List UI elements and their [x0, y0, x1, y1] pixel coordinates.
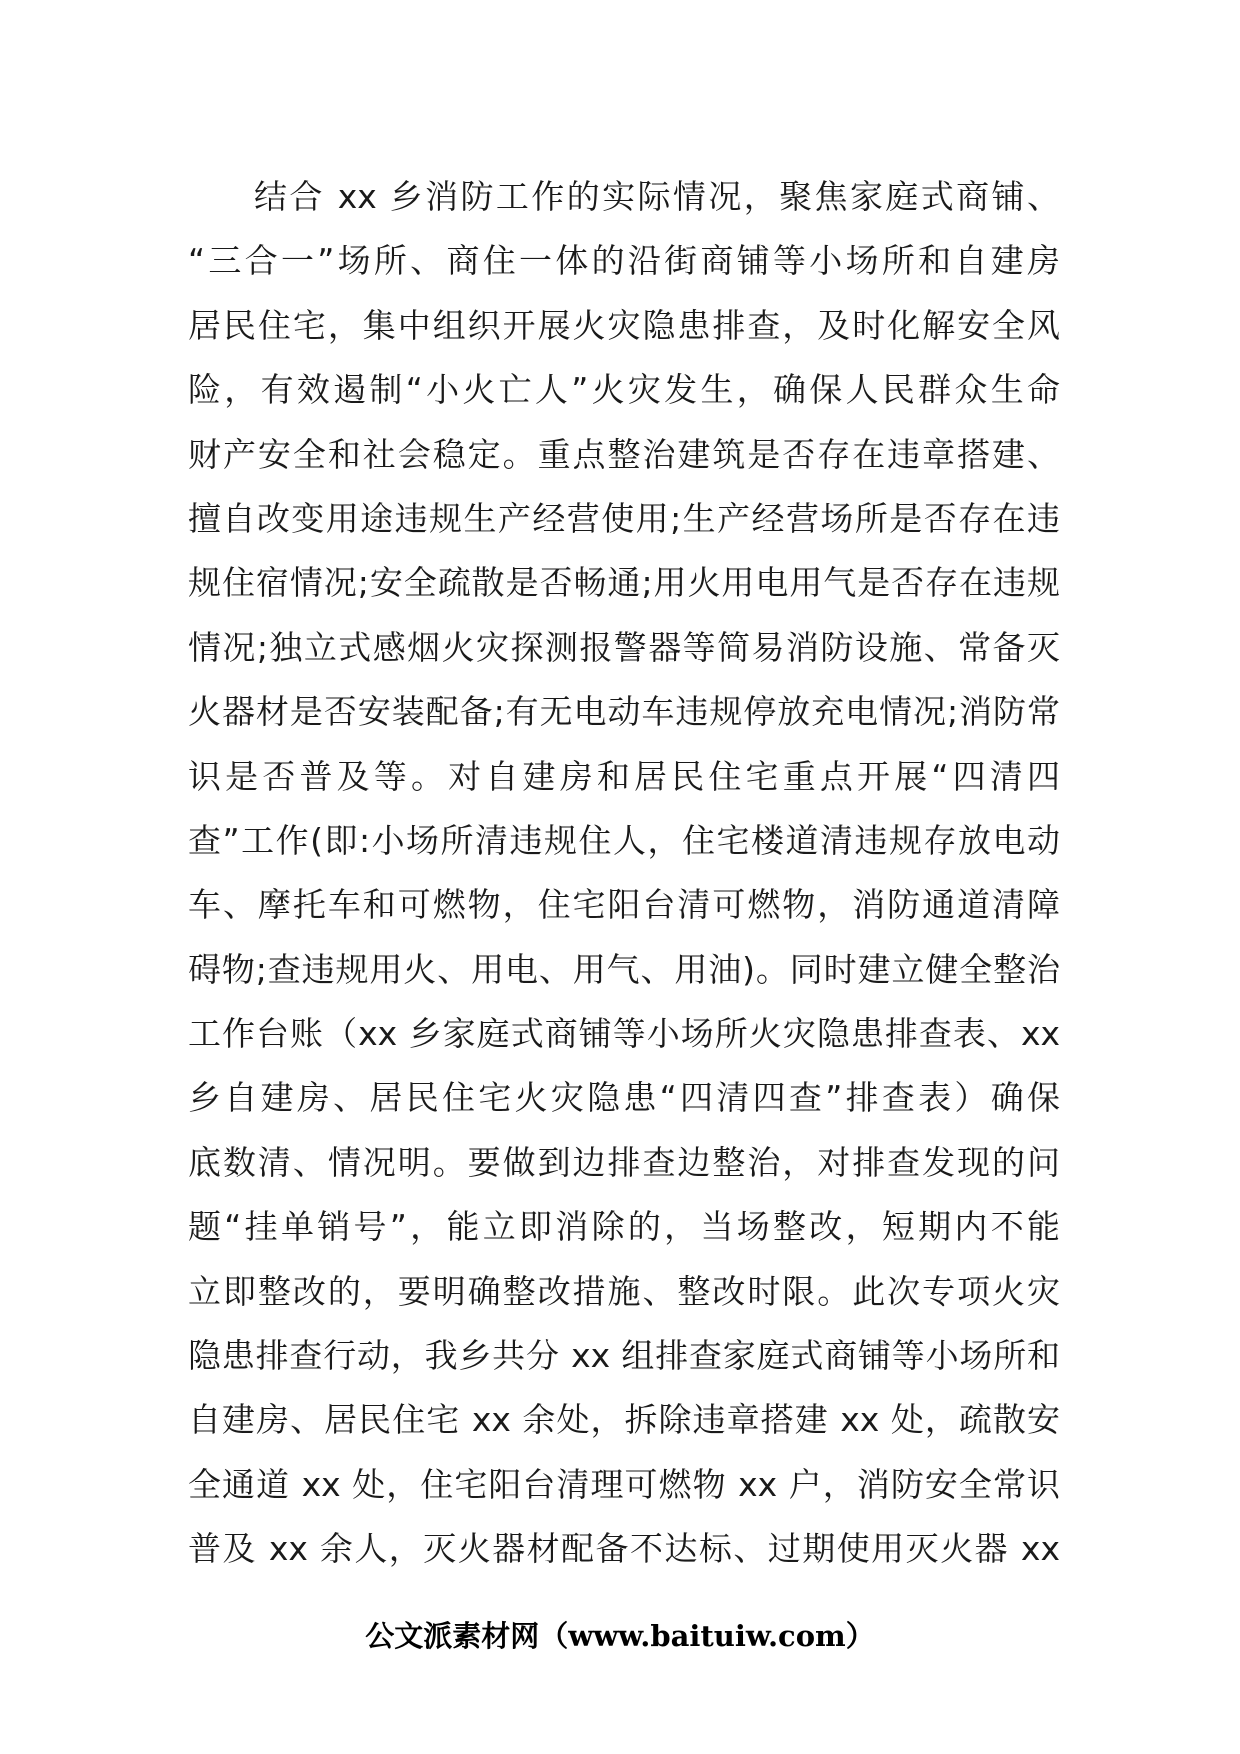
- paragraph-line: 碍物;查违规用火、用电、用气、用油)。同时建立健全整治: [188, 949, 1060, 989]
- paragraph-line: 结合 xx 乡消防工作的实际情况，聚焦家庭式商铺、: [254, 177, 1060, 216]
- paragraph-line: 自建房、居民住宅 xx 余处，拆除违章搭建 xx 处，疏散安: [188, 1400, 1060, 1440]
- paragraph-line: 规住宿情况;安全疏散是否畅通;用火用电用气是否存在违规: [188, 563, 1060, 603]
- paragraph-line: 财产安全和社会稳定。重点整治建筑是否存在违章搭建、: [188, 434, 1060, 474]
- paragraph-line: 险，有效遏制“小火亡人”火灾发生，确保人民群众生命: [188, 370, 1060, 410]
- paragraph-line: 全通道 xx 处，住宅阳台清理可燃物 xx 户，消防安全常识: [188, 1464, 1060, 1504]
- paragraph-line: 隐患排查行动，我乡共分 xx 组排查家庭式商铺等小场所和: [188, 1336, 1060, 1376]
- paragraph-line: 擅自改变用途违规生产经营使用;生产经营场所是否存在违: [188, 498, 1060, 538]
- footer-watermark: 公文派素材网（www.baituiw.com）: [365, 1619, 875, 1653]
- paragraph-line: 查”工作(即:小场所清违规住人，住宅楼道清违规存放电动: [188, 820, 1060, 860]
- paragraph-line: 车、摩托车和可燃物，住宅阳台清可燃物，消防通道清障: [188, 885, 1060, 925]
- body-paragraph: [188, 165, 1060, 1582]
- paragraph-line: 立即整改的，要明确整改措施、整改时限。此次专项火灾: [188, 1271, 1060, 1311]
- paragraph-line: “三合一”场所、商住一体的沿街商铺等小场所和自建房: [188, 241, 1060, 281]
- paragraph-line: 居民住宅，集中组织开展火灾隐患排查，及时化解安全风: [188, 305, 1060, 345]
- paragraph-line: 火器材是否安装配备;有无电动车违规停放充电情况;消防常: [188, 692, 1060, 732]
- paragraph-line: 识是否普及等。对自建房和居民住宅重点开展“四清四: [188, 756, 1060, 796]
- paragraph-line: 题“挂单销号”，能立即消除的，当场整改，短期内不能: [188, 1207, 1060, 1247]
- paragraph-line: 普及 xx 余人，灭火器材配备不达标、过期使用灭火器 xx: [188, 1529, 1060, 1569]
- paragraph-line: 底数清、情况明。要做到边排查边整治，对排查发现的问: [188, 1142, 1060, 1182]
- paragraph-line: 工作台账（xx 乡家庭式商铺等小场所火灾隐患排查表、xx: [188, 1014, 1060, 1054]
- paragraph-line: 情况;独立式感烟火灾探测报警器等简易消防设施、常备灭: [188, 627, 1060, 667]
- paragraph-line: 乡自建房、居民住宅火灾隐患“四清四查”排查表）确保: [188, 1078, 1060, 1118]
